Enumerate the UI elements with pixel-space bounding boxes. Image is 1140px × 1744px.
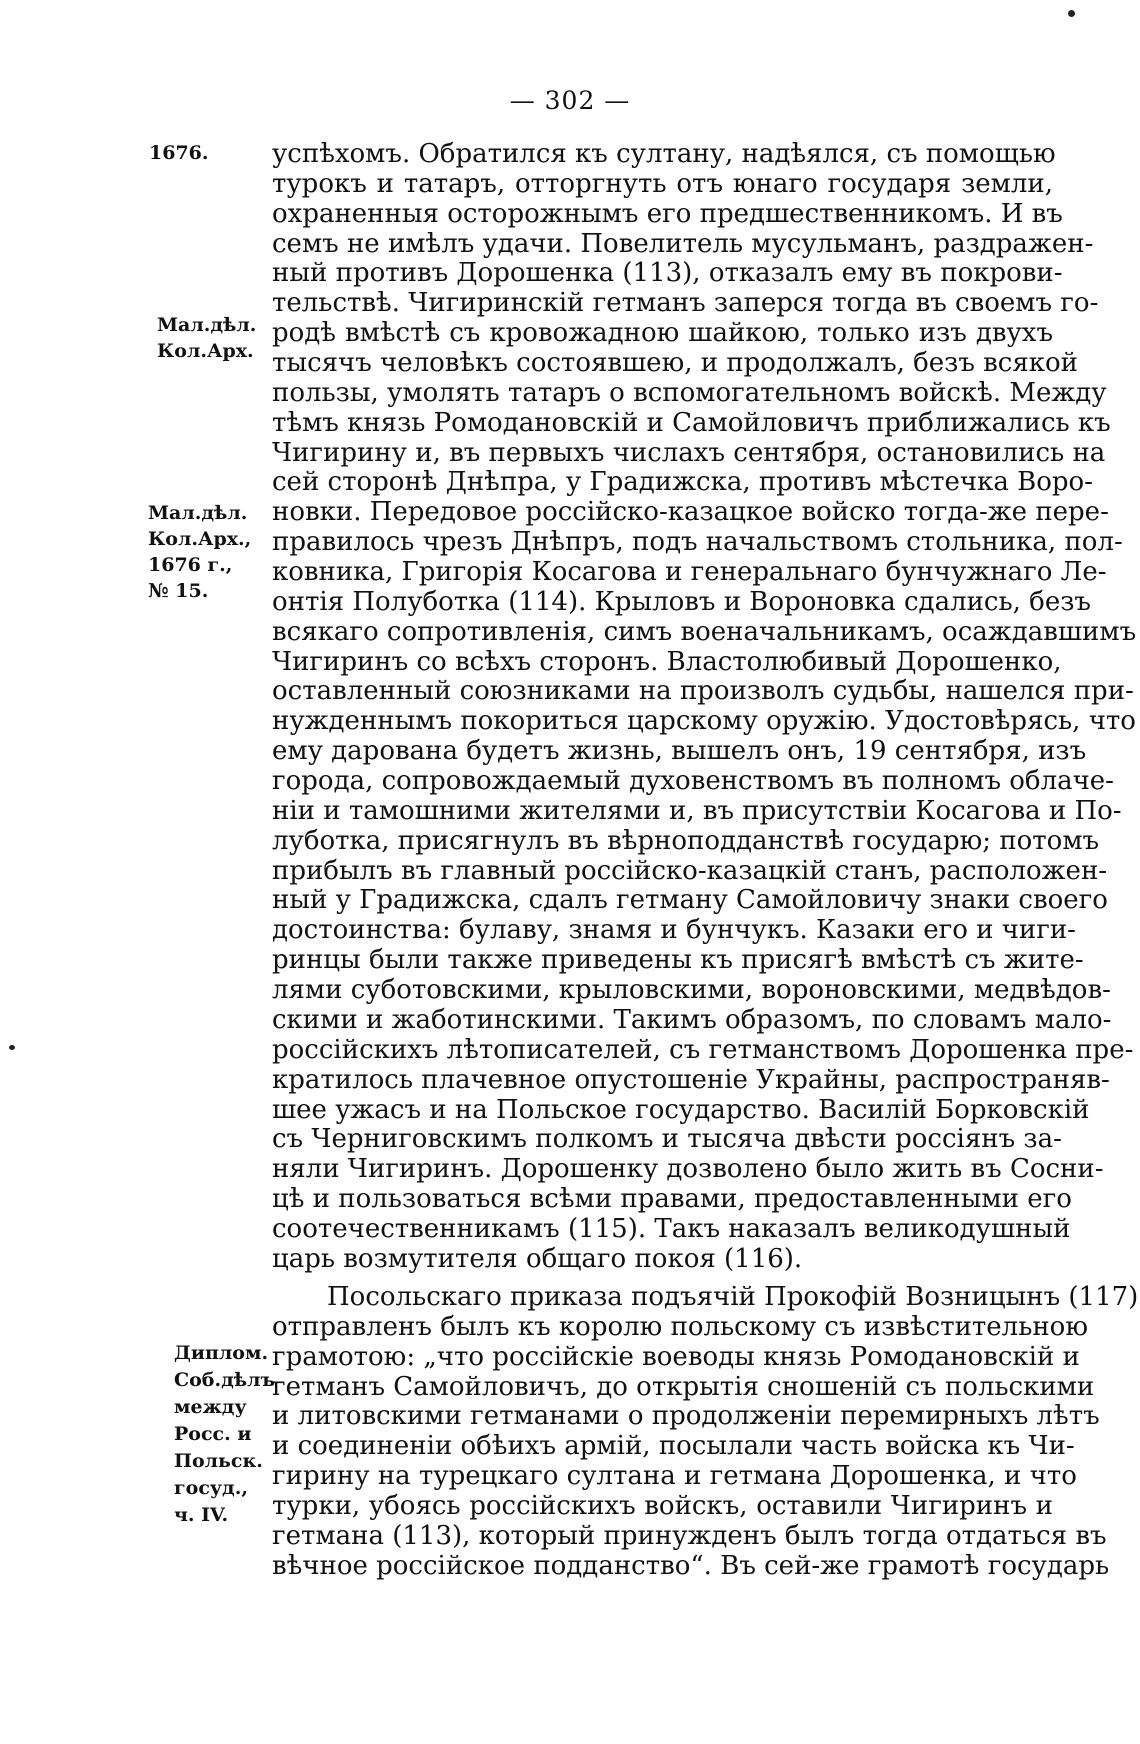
text-line: гетмана (113), который принужденъ былъ тогда отдаться въ xyxy=(272,1520,1107,1551)
text-line: россійскихъ лѣтописателей, съ гетманствомъ Дорошенка пре- xyxy=(272,1034,1134,1065)
text-line: и соединеніи обѣихъ армій, посылали часть войска къ Чи- xyxy=(272,1431,1075,1462)
text-line: достоинства: булаву, знамя и бунчукъ. Казаки его и чиги- xyxy=(272,915,1076,946)
text-line: кратилось плачевное опустошеніе Украйны, распространяв- xyxy=(272,1064,1110,1095)
text-line: скими и жаботинскими. Такимъ образомъ, по словамъ мало- xyxy=(272,1004,1112,1035)
text-line: всякаго сопротивленія, симъ военачальникамъ, осаждавшимъ xyxy=(272,616,1137,647)
text-line: гетманъ Самойловичъ, до открытія сношеній съ польскими xyxy=(272,1371,1095,1402)
text-line: родѣ вмѣстѣ съ кровожадною шайкою, только изъ двухъ xyxy=(272,318,1053,349)
text-line: тельствѣ. Чигиринскій гетманъ заперся тогда въ своемъ го- xyxy=(272,288,1099,319)
text-line: луботка, присягнулъ въ вѣрноподданствѣ государю; потомъ xyxy=(272,825,1100,856)
text-line: съ Черниговскимъ полкомъ и тысяча двѣсти россіянъ за- xyxy=(272,1124,1062,1155)
text-line: и литовскими гетманами о продолженіи перемирныхъ лѣтъ xyxy=(272,1401,1100,1432)
text-line: ему дарована будетъ жизнь, вышелъ онъ, 19 сентября, изъ xyxy=(272,736,1087,767)
text-line: Чигиринъ со всѣхъ сторонъ. Властолюбивый Дорошенко, xyxy=(272,646,1062,677)
text-line: гирину на турецкаго султана и гетмана Дорошенка, и что xyxy=(272,1461,1077,1492)
text-line: турокъ и татаръ, отторгнуть отъ юнаго государя земли, xyxy=(272,168,1053,199)
text-line: города, сопровождаемый духовенствомъ въ полномъ облаче- xyxy=(272,766,1114,797)
text-line: отправленъ былъ къ королю польскому съ извѣстительною xyxy=(272,1311,1088,1342)
main-paragraph-2 xyxy=(272,1282,1139,1582)
text-line: ный противъ Дорошенка (113), отказалъ ему въ покрови- xyxy=(272,258,1063,289)
text-line: ковника, Григорія Косагова и генеральнаго бунчужнаго Ле- xyxy=(272,557,1107,588)
text-line: онтія Полуботка (114). Крыловъ и Вороновка сдались, безъ xyxy=(272,586,1091,617)
text-line: ніи и тамошними жителями и, въ присутствіи Косагова и По- xyxy=(272,795,1122,826)
text-line: успѣхомъ. Обратился къ султану, надѣялся, съ помощью xyxy=(272,139,1056,169)
text-line: лями суботовскими, крыловскими, вороновскими, медвѣдов- xyxy=(272,975,1111,1006)
page-number: — 302 — xyxy=(509,86,631,115)
margin-note-archive-2: Мал.дѣл. Кол.Арх., 1676 г., № 15. xyxy=(148,502,252,602)
text-line: тѣмъ князь Ромодановскій и Самойловичъ приближались къ xyxy=(272,407,1111,438)
text-line: няли Чигиринъ. Дорошенку дозволено было жить въ Сосни- xyxy=(272,1154,1104,1185)
main-paragraph-1 xyxy=(272,139,1137,1275)
text-line: шее ужасъ и на Польское государство. Василій Борковскій xyxy=(272,1094,1090,1125)
text-line: царь возмутителя общаго покоя (116). xyxy=(272,1243,803,1274)
text-line: оставленный союзниками на произволъ судьбы, нашелся при- xyxy=(272,676,1134,707)
text-line: ный у Градижска, сдалъ гетману Самойловичу знаки своего xyxy=(272,885,1108,916)
text-line: пользы, умолять татаръ о вспомогательномъ войскѣ. Между xyxy=(272,377,1107,408)
text-line: нужденнымъ покориться царскому оружію. Удостовѣрясь, что xyxy=(272,706,1136,737)
text-line: грамотою: „что россійскіе воеводы князь Ромодановскій и xyxy=(272,1341,1080,1372)
text-line: прибылъ въ главный россійско-казацкій станъ, расположен- xyxy=(272,855,1108,886)
margin-note-archive-1: Мал.дѣл. Кол.Арх. xyxy=(157,314,257,362)
text-line: Чигирину и, въ первыхъ числахъ сентября, остановились на xyxy=(272,437,1106,468)
text-line: тысячъ человѣкъ состоявшею, и продолжалъ, безъ всякой xyxy=(272,348,1078,379)
text-line: новки. Передовое россійско-казацкое войско тогда-же пере- xyxy=(272,497,1109,528)
text-line: Посольскаго приказа подъячій Прокофій Возницынъ (117) xyxy=(327,1282,1139,1312)
text-line: правилось чрезъ Днѣпръ, подъ начальствомъ стольника, пол- xyxy=(272,527,1123,558)
margin-note-diplomatic: Диплом. Соб.дѣлъ между Росс. и Польск. госуд., ч. IV. xyxy=(174,1342,276,1526)
text-line: сей сторонѣ Днѣпра, у Градижска, противъ мѣстечка Воро- xyxy=(272,467,1093,498)
text-line: охраненныя осторожнымъ его предшественникомъ. И въ xyxy=(272,198,1063,229)
text-line: ринцы были также приведены къ присягѣ вмѣстѣ съ жите- xyxy=(272,945,1084,976)
scan-speck xyxy=(9,1045,15,1050)
text-line: семъ не имѣлъ удачи. Повелитель мусульманъ, раздражен- xyxy=(272,228,1094,259)
scan-speck xyxy=(1068,10,1075,17)
text-line: цѣ и пользоваться всѣми правами, предоставленными его xyxy=(272,1184,1072,1215)
text-line: турки, убоясь россійскихъ войскъ, оставили Чигиринъ и xyxy=(272,1491,1053,1522)
year-marker: 1676. xyxy=(149,142,209,164)
text-line: вѣчное россійское подданство“. Въ сей-же грамотѣ государь xyxy=(272,1550,1110,1581)
text-line: соотечественникамъ (115). Такъ наказалъ великодушный xyxy=(272,1213,1071,1244)
